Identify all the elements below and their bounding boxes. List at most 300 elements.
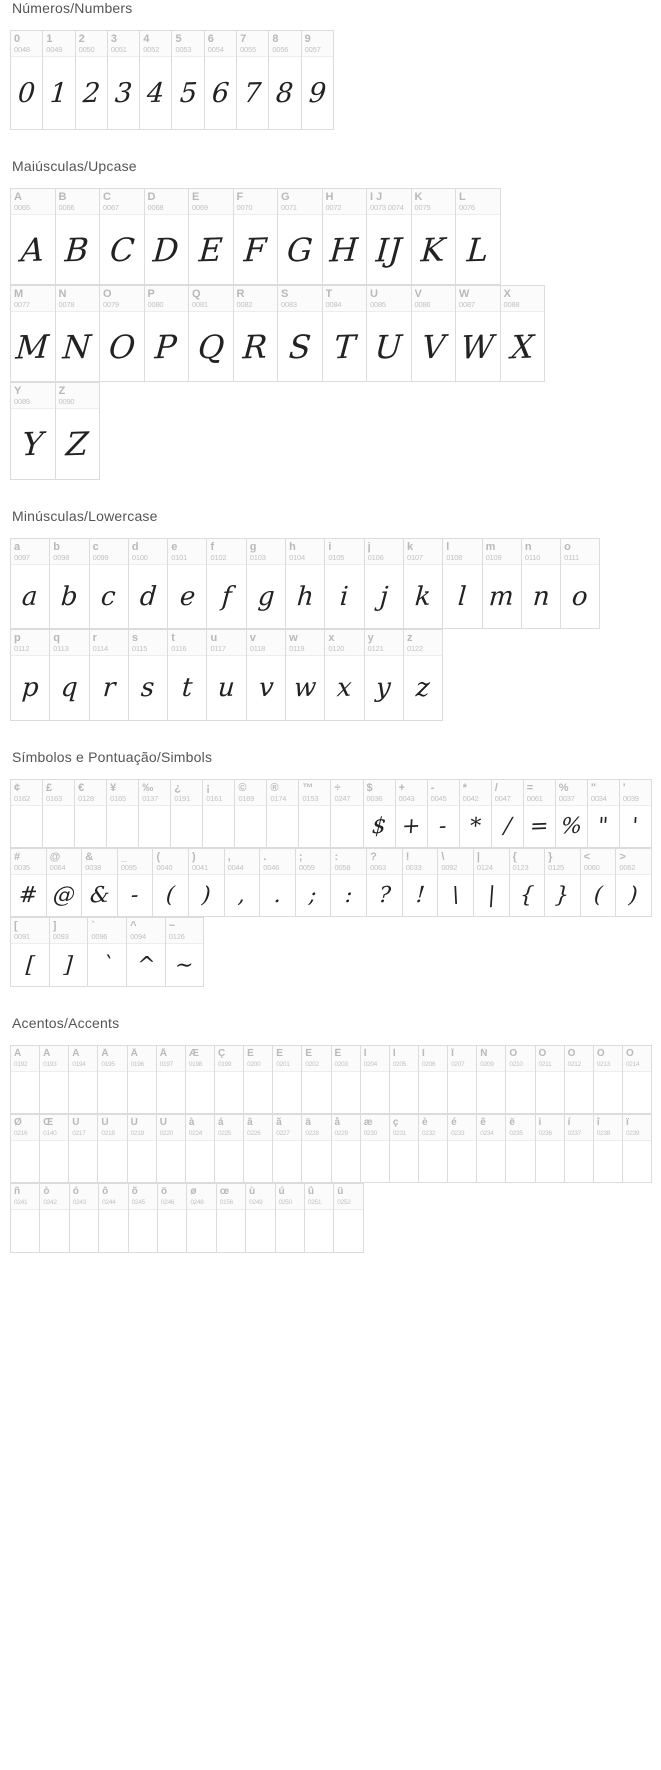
glyph-cell-header — [456, 189, 500, 215]
glyph-cell-header — [545, 849, 580, 875]
glyph-cell[interactable] — [235, 780, 267, 848]
glyph-charcode-label: 0091 — [14, 932, 30, 941]
glyph-cell[interactable] — [90, 630, 129, 720]
glyph-cell[interactable] — [217, 1184, 246, 1252]
glyph-preview — [419, 1141, 447, 1182]
glyph-cell[interactable] — [186, 1046, 215, 1114]
glyph-preview-text: # — [18, 882, 39, 909]
glyph-preview — [536, 1141, 564, 1182]
glyph-charcode-label: 0092 — [441, 863, 458, 872]
glyph-cell[interactable] — [412, 189, 457, 285]
glyph-preview-text: R — [241, 327, 269, 366]
glyph-cell-header — [82, 849, 117, 875]
glyph-character-label: £ — [46, 782, 53, 794]
glyph-charcode-label: 0102 — [210, 553, 227, 562]
glyph-cell[interactable] — [305, 1184, 334, 1252]
glyph-cell[interactable] — [98, 1046, 127, 1114]
glyph-preview-text: i — [339, 581, 350, 612]
glyph-character-label: Å — [159, 1048, 167, 1059]
glyph-cell[interactable] — [365, 539, 404, 629]
glyph-character-label: Â — [72, 1048, 80, 1059]
glyph-character-label: 9 — [304, 33, 311, 45]
glyph-cell[interactable] — [456, 189, 501, 285]
glyph-character-label: S — [281, 288, 289, 300]
glyph-preview — [594, 1072, 622, 1113]
glyph-preview-text: ) — [628, 882, 639, 909]
glyph-cell[interactable] — [536, 1115, 565, 1183]
glyph-cell[interactable] — [40, 1115, 69, 1183]
glyph-character-label: 0 — [14, 33, 21, 45]
glyph-cell-header — [90, 539, 128, 565]
glyph-cell[interactable] — [50, 539, 89, 629]
glyph-preview-text: " — [597, 813, 610, 840]
glyph-cell[interactable] — [501, 286, 546, 382]
glyph-cell[interactable] — [145, 286, 190, 382]
glyph-cell[interactable] — [323, 189, 368, 285]
glyph-preview — [90, 656, 128, 720]
glyph-charcode-label: 0212 — [567, 1061, 581, 1068]
glyph-character-label: ô — [102, 1186, 109, 1197]
glyph-character-label: ù — [249, 1186, 256, 1197]
glyph-preview — [118, 875, 153, 916]
glyph-cell[interactable] — [100, 286, 145, 382]
glyph-cell[interactable] — [157, 1046, 186, 1114]
glyph-cell-header — [100, 189, 144, 215]
glyph-preview — [189, 875, 224, 916]
glyph-row — [10, 188, 501, 285]
glyph-preview — [367, 875, 402, 916]
glyph-cell[interactable] — [404, 630, 443, 720]
glyph-preview — [506, 1141, 534, 1182]
glyph-cell[interactable] — [361, 1046, 390, 1114]
glyph-cell[interactable] — [234, 189, 279, 285]
glyph-cell[interactable] — [524, 780, 556, 848]
glyph-preview — [412, 312, 456, 381]
glyph-cell[interactable] — [70, 1184, 99, 1252]
glyph-cell[interactable] — [581, 849, 617, 917]
glyph-cell[interactable] — [69, 1046, 98, 1114]
glyph-character-label: t — [171, 632, 175, 644]
glyph-preview-text: ' — [631, 813, 640, 840]
glyph-cell-header — [286, 539, 324, 565]
glyph-cell[interactable] — [215, 1115, 244, 1183]
glyph-cell[interactable] — [403, 849, 439, 917]
glyph-cell[interactable] — [43, 780, 75, 848]
glyph-charcode-label: 0108 — [446, 553, 463, 562]
glyph-cell[interactable] — [189, 189, 234, 285]
glyph-charcode-label: 0066 — [58, 203, 75, 212]
glyph-cell[interactable] — [11, 1115, 40, 1183]
glyph-cell[interactable] — [267, 780, 299, 848]
glyph-preview — [98, 1141, 126, 1182]
glyph-cell[interactable] — [367, 189, 412, 285]
glyph-cell[interactable] — [107, 780, 139, 848]
glyph-cell[interactable] — [11, 539, 50, 629]
glyph-cell-header — [244, 1046, 272, 1072]
section-title: Minúsculas/Lowercase — [12, 508, 158, 524]
glyph-cell[interactable] — [244, 1115, 273, 1183]
glyph-cell[interactable] — [361, 1115, 390, 1183]
glyph-charcode-label: 0210 — [509, 1061, 523, 1068]
glyph-preview — [158, 1210, 186, 1252]
glyph-cell-header — [11, 1184, 39, 1210]
glyph-cell[interactable] — [260, 849, 296, 917]
glyph-cell-header — [189, 286, 233, 312]
glyph-character-label: Á — [43, 1048, 51, 1059]
glyph-cell[interactable] — [302, 1046, 331, 1114]
glyph-preview — [100, 215, 144, 284]
glyph-cell[interactable] — [623, 1046, 652, 1114]
glyph-preview-text: ` — [100, 952, 114, 978]
glyph-charcode-label: 0048 — [14, 45, 30, 54]
glyph-cell[interactable] — [296, 849, 332, 917]
glyph-cell[interactable] — [82, 849, 118, 917]
glyph-charcode-label: 0069 — [192, 203, 208, 212]
glyph-cell[interactable] — [594, 1115, 623, 1183]
glyph-cell[interactable] — [140, 31, 172, 129]
glyph-cell[interactable] — [203, 780, 235, 848]
glyph-character-label: Œ — [43, 1117, 54, 1128]
glyph-preview — [522, 565, 560, 628]
glyph-cell[interactable] — [273, 1046, 302, 1114]
glyph-cell[interactable] — [56, 189, 101, 285]
glyph-charcode-label: 0070 — [236, 203, 253, 212]
glyph-cell[interactable] — [118, 849, 154, 917]
glyph-cell-header — [168, 539, 206, 565]
glyph-cell[interactable] — [412, 286, 457, 382]
glyph-cell[interactable] — [207, 539, 246, 629]
glyph-preview — [286, 656, 324, 720]
glyph-cell[interactable] — [11, 630, 50, 720]
glyph-cell[interactable] — [623, 1115, 652, 1183]
glyph-cell[interactable] — [278, 189, 323, 285]
glyph-cell-header — [278, 189, 322, 215]
glyph-preview — [620, 806, 651, 847]
glyph-cell[interactable] — [40, 1184, 69, 1252]
glyph-cell[interactable] — [286, 630, 325, 720]
glyph-cell[interactable] — [98, 1115, 127, 1183]
glyph-cell[interactable] — [492, 780, 524, 848]
glyph-character-label: k — [406, 541, 414, 553]
glyph-cell[interactable] — [565, 1046, 594, 1114]
glyph-cell[interactable] — [269, 31, 301, 129]
glyph-cell[interactable] — [616, 849, 652, 917]
glyph-cell[interactable] — [234, 286, 279, 382]
glyph-cell-header — [108, 31, 139, 57]
glyph-cell[interactable] — [128, 1046, 157, 1114]
glyph-cell[interactable] — [323, 286, 368, 382]
glyph-cell[interactable] — [404, 539, 443, 629]
glyph-cell[interactable] — [11, 1046, 40, 1114]
glyph-cell[interactable] — [47, 849, 83, 917]
glyph-cell[interactable] — [390, 1115, 419, 1183]
glyph-charcode-label: 0045 — [430, 794, 447, 803]
glyph-preview-text: G — [285, 230, 314, 269]
section-numbers — [10, 0, 651, 130]
glyph-cell[interactable] — [474, 849, 510, 917]
glyph-preview — [172, 57, 203, 129]
glyph-preview — [168, 656, 206, 720]
glyph-charcode-label: 0043 — [398, 794, 415, 803]
glyph-character-label: œ — [219, 1186, 230, 1197]
glyph-cell-header — [448, 1115, 476, 1141]
glyph-cell[interactable] — [364, 780, 396, 848]
glyph-preview — [205, 57, 236, 129]
glyph-cell[interactable] — [129, 539, 168, 629]
glyph-character-label: r — [92, 632, 97, 644]
glyph-charcode-label: 0084 — [325, 300, 342, 309]
glyph-cell[interactable] — [100, 189, 145, 285]
glyph-cell[interactable] — [594, 1046, 623, 1114]
glyph-cell[interactable] — [11, 31, 43, 129]
glyph-cell[interactable] — [129, 1184, 158, 1252]
glyph-cell[interactable] — [565, 1115, 594, 1183]
glyph-cell[interactable] — [56, 286, 101, 382]
glyph-preview — [361, 1141, 389, 1182]
glyph-preview-text: C — [108, 230, 136, 269]
glyph-cell[interactable] — [189, 849, 225, 917]
glyph-preview — [234, 312, 278, 381]
glyph-cell[interactable] — [108, 31, 140, 129]
glyph-preview — [448, 1072, 476, 1113]
glyph-cell[interactable] — [187, 1184, 216, 1252]
glyph-preview — [428, 806, 459, 847]
glyph-cell[interactable] — [428, 780, 460, 848]
glyph-preview — [296, 875, 331, 916]
glyph-preview-text: 6 — [210, 77, 231, 109]
glyph-cell[interactable] — [276, 1184, 305, 1252]
glyph-cell[interactable] — [43, 31, 75, 129]
glyph-cell[interactable] — [477, 1046, 506, 1114]
glyph-preview — [244, 1072, 272, 1113]
glyph-cell[interactable] — [40, 1046, 69, 1114]
glyph-cell[interactable] — [506, 1046, 535, 1114]
glyph-preview — [448, 1141, 476, 1182]
glyph-cell[interactable] — [460, 780, 492, 848]
glyph-cell[interactable] — [246, 1184, 275, 1252]
glyph-cell[interactable] — [556, 780, 588, 848]
glyph-cell[interactable] — [522, 539, 561, 629]
glyph-cell-header — [302, 31, 333, 57]
glyph-cell[interactable] — [390, 1046, 419, 1114]
glyph-preview — [267, 806, 298, 847]
glyph-charcode-label: 0072 — [325, 203, 342, 212]
glyph-preview-text: [ — [24, 952, 36, 978]
glyph-cell[interactable] — [365, 630, 404, 720]
glyph-cell-header — [616, 849, 651, 875]
glyph-cell[interactable] — [207, 630, 246, 720]
glyph-cell[interactable] — [299, 780, 331, 848]
glyph-charcode-label: 0124 — [476, 863, 493, 872]
glyph-cell[interactable] — [11, 918, 50, 986]
glyph-charcode-label: 0121 — [367, 644, 384, 653]
glyph-preview — [247, 565, 285, 628]
glyph-charcode-label: 0037 — [558, 794, 575, 803]
glyph-preview-text: $ — [371, 813, 387, 840]
glyph-character-label: m — [485, 541, 496, 553]
glyph-cell[interactable] — [483, 539, 522, 629]
glyph-charcode-label: 0165 — [110, 794, 127, 803]
glyph-cell[interactable] — [11, 286, 56, 382]
glyph-cell[interactable] — [367, 286, 412, 382]
glyph-character-label: ò — [43, 1186, 50, 1197]
glyph-charcode-label: 0249 — [249, 1199, 263, 1206]
glyph-charcode-label: 0064 — [49, 863, 66, 872]
glyph-preview — [189, 312, 233, 381]
glyph-character-label: Ñ — [480, 1048, 488, 1059]
glyph-cell-header — [276, 1184, 304, 1210]
glyph-charcode-label: 0228 — [305, 1130, 319, 1137]
glyph-cell[interactable] — [157, 1115, 186, 1183]
glyph-cell[interactable] — [620, 780, 652, 848]
glyph-cell-header — [11, 539, 49, 565]
glyph-preview — [545, 875, 580, 916]
glyph-cell[interactable] — [50, 918, 89, 986]
glyph-cell[interactable] — [286, 539, 325, 629]
glyph-cell[interactable] — [69, 1115, 98, 1183]
glyph-cell[interactable] — [332, 1115, 361, 1183]
glyph-cell[interactable] — [56, 383, 101, 479]
glyph-charcode-label: 0083 — [281, 300, 297, 309]
glyph-character-label: © — [238, 782, 247, 794]
section-title: Maiúsculas/Upcase — [12, 158, 137, 174]
glyph-charcode-label: 0078 — [58, 300, 75, 309]
glyph-cell[interactable] — [145, 189, 190, 285]
glyph-preview — [11, 1072, 39, 1113]
glyph-cell[interactable] — [171, 780, 203, 848]
glyph-cell[interactable] — [545, 849, 581, 917]
glyph-cell[interactable] — [419, 1046, 448, 1114]
glyph-preview — [186, 1141, 214, 1182]
glyph-cell[interactable] — [129, 630, 168, 720]
section-accents — [10, 1015, 651, 1253]
glyph-character-label: l — [446, 541, 450, 553]
glyph-preview-text: 8 — [275, 77, 295, 109]
glyph-cell[interactable] — [11, 780, 43, 848]
glyph-character-label: _ — [120, 851, 127, 863]
glyph-cell[interactable] — [153, 849, 189, 917]
glyph-cell[interactable] — [168, 630, 207, 720]
glyph-cell[interactable] — [215, 1046, 244, 1114]
glyph-cell[interactable] — [158, 1184, 187, 1252]
glyph-cell[interactable] — [166, 918, 205, 986]
glyph-cell[interactable] — [11, 849, 47, 917]
glyph-cell[interactable] — [11, 1184, 40, 1252]
glyph-cell[interactable] — [438, 849, 474, 917]
glyph-preview — [367, 215, 411, 284]
glyph-cell-header — [56, 189, 100, 215]
glyph-charcode-label: 0049 — [46, 45, 63, 54]
glyph-cell[interactable] — [456, 286, 501, 382]
glyph-cell[interactable] — [443, 539, 482, 629]
glyph-charcode-label: 0123 — [512, 863, 529, 872]
glyph-charcode-label: 0199 — [217, 1061, 232, 1068]
glyph-cell[interactable] — [139, 780, 171, 848]
glyph-cell[interactable] — [247, 539, 286, 629]
glyph-cell[interactable] — [302, 31, 334, 129]
glyph-cell[interactable] — [448, 1046, 477, 1114]
glyph-cell[interactable] — [419, 1115, 448, 1183]
glyph-preview — [390, 1072, 418, 1113]
glyph-preview — [556, 806, 587, 847]
glyph-charcode-label: 0229 — [334, 1130, 348, 1137]
glyph-character-label: g — [249, 541, 257, 553]
glyph-cell[interactable] — [334, 1184, 363, 1252]
glyph-character-label: è — [421, 1117, 428, 1128]
glyph-cell[interactable] — [325, 539, 364, 629]
glyph-cell[interactable] — [128, 1115, 157, 1183]
glyph-preview-text: F — [242, 230, 268, 269]
glyph-charcode-label: 0034 — [590, 794, 607, 803]
sections-root — [10, 0, 651, 1253]
glyph-cell[interactable] — [331, 780, 363, 848]
glyph-cell[interactable] — [76, 31, 108, 129]
glyph-character-label: Ú — [101, 1117, 109, 1128]
glyph-cell[interactable] — [302, 1115, 331, 1183]
glyph-charcode-label: 0073 0074 — [370, 203, 404, 212]
glyph-cell-header — [565, 1046, 593, 1072]
glyph-cell[interactable] — [247, 630, 286, 720]
glyph-character-label: Û — [130, 1117, 138, 1128]
glyph-cell[interactable] — [189, 286, 234, 382]
glyph-cell[interactable] — [11, 189, 56, 285]
glyph-cell-header — [428, 780, 459, 806]
glyph-preview — [331, 875, 366, 916]
glyph-preview-text: Z — [64, 424, 90, 464]
glyph-charcode-label: 0087 — [459, 300, 475, 309]
glyph-cell[interactable] — [244, 1046, 273, 1114]
glyph-cell[interactable] — [186, 1115, 215, 1183]
glyph-cell[interactable] — [332, 1046, 361, 1114]
glyph-preview-text: } — [554, 882, 571, 909]
glyph-cell[interactable] — [172, 31, 204, 129]
glyph-cell[interactable] — [588, 780, 620, 848]
glyph-cell[interactable] — [90, 539, 129, 629]
glyph-cell[interactable] — [50, 630, 89, 720]
glyph-cell[interactable] — [278, 286, 323, 382]
glyph-cell-header — [332, 1046, 360, 1072]
glyph-cell[interactable] — [99, 1184, 128, 1252]
glyph-character-label: W — [459, 288, 470, 300]
section-title: Símbolos e Pontuação/Simbols — [12, 749, 213, 765]
glyph-charcode-label: 0252 — [337, 1199, 351, 1206]
glyph-cell[interactable] — [561, 539, 600, 629]
glyph-cell[interactable] — [325, 630, 364, 720]
glyph-cell[interactable] — [506, 1115, 535, 1183]
glyph-preview — [82, 875, 117, 916]
glyph-cell-header — [234, 189, 278, 215]
glyph-cell[interactable] — [448, 1115, 477, 1183]
glyph-character-label: K — [414, 191, 423, 203]
glyph-cell[interactable] — [205, 31, 237, 129]
glyph-cell[interactable] — [510, 849, 546, 917]
glyph-cell[interactable] — [225, 849, 261, 917]
glyph-cell[interactable] — [536, 1046, 565, 1114]
glyph-cell[interactable] — [477, 1115, 506, 1183]
glyph-cell[interactable] — [127, 918, 166, 986]
glyph-cell[interactable] — [168, 539, 207, 629]
glyph-cell[interactable] — [11, 383, 56, 479]
glyph-cell[interactable] — [396, 780, 428, 848]
glyph-cell[interactable] — [88, 918, 127, 986]
glyph-preview-text: 7 — [243, 77, 263, 109]
glyph-cell[interactable] — [75, 780, 107, 848]
glyph-cell[interactable] — [367, 849, 403, 917]
glyph-cell[interactable] — [237, 31, 269, 129]
glyph-cell[interactable] — [331, 849, 367, 917]
glyph-preview-text: p — [20, 672, 40, 704]
glyph-cell[interactable] — [273, 1115, 302, 1183]
